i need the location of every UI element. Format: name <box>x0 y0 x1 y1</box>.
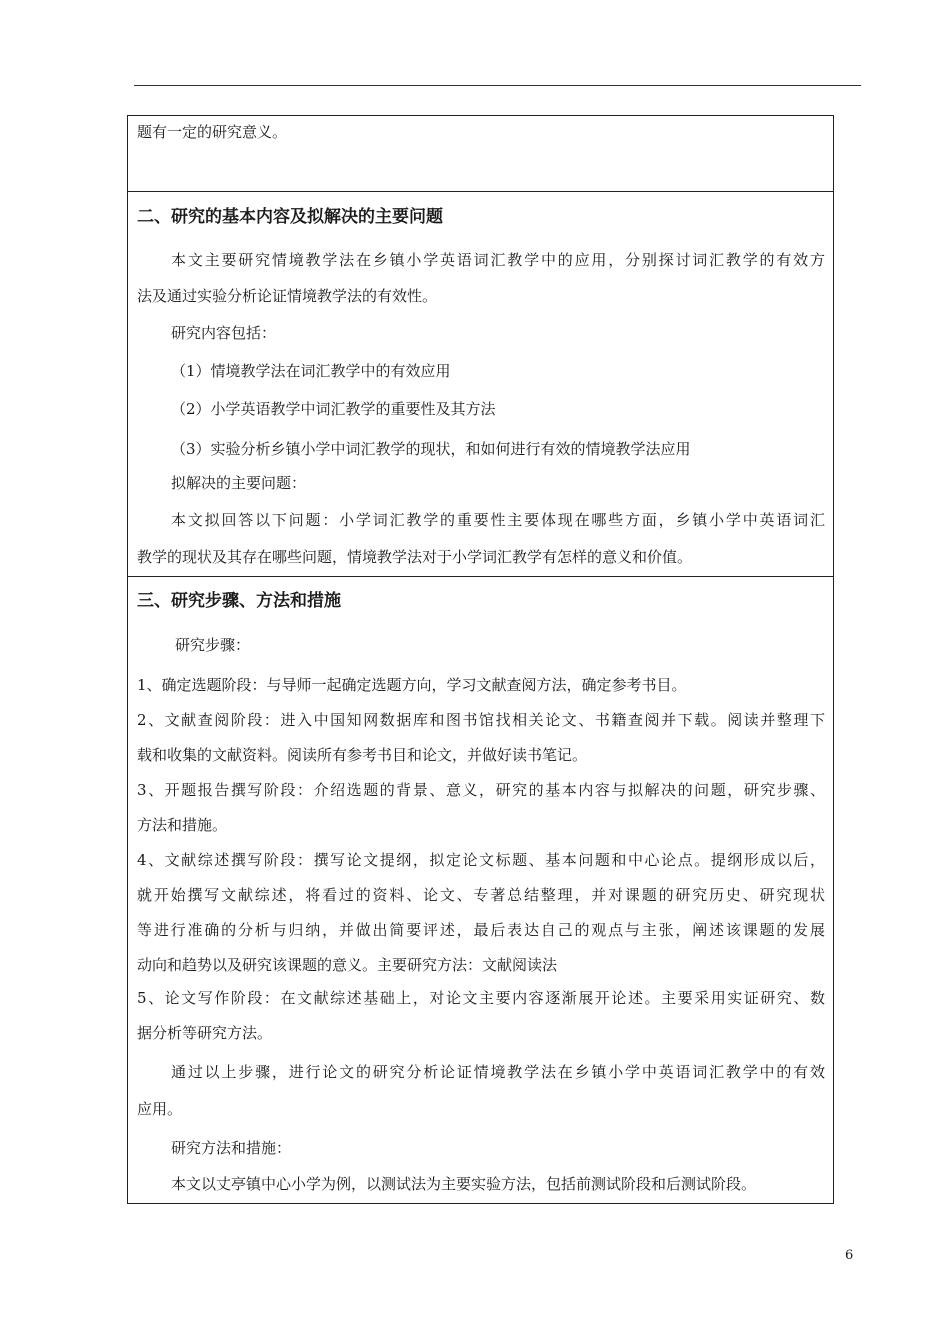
step-line: 3、开题报告撰写阶段：介绍选题的背景、意义，研究的基本内容与拟解决的问题，研究步骤、 <box>137 781 825 799</box>
paragraph-line: 本文主要研究情境教学法在乡镇小学英语词汇教学中的应用，分别探讨词汇教学的有效方 <box>171 251 825 269</box>
methods-label: 研究方法和措施： <box>171 1139 292 1157</box>
step-line: 5、论文写作阶段：在文献综述基础上，对论文主要内容逐渐展开论述。主要采用实证研究、数 <box>137 989 825 1007</box>
paragraph-line: 本文以丈亭镇中心小学为例，以测试法为主要实验方法，包括前测试阶段和后测试阶段。 <box>171 1175 757 1193</box>
paragraph-line: 法及通过实验分析论证情境教学法的有效性。 <box>137 287 438 305</box>
step-line: 1、确定选题阶段：与导师一起确定选题方向，学习文献查阅方法，确定参考书目。 <box>137 676 687 694</box>
paragraph-line: 教学的现状及其存在哪些问题，情境教学法对于小学词汇教学有怎样的意义和价值。 <box>137 548 693 566</box>
step-line: 动向和趋势以及研究该课题的意义。主要研究方法：文献阅读法 <box>137 956 558 974</box>
step-line: 据分析等研究方法。 <box>137 1024 273 1042</box>
step-line: 2、文献查阅阶段：进入中国知网数据库和图书馆找相关论文、书籍查阅并下载。阅读并整理下 <box>137 711 825 729</box>
step-line: 就开始撰写文献综述，将看过的资料、论文、专著总结整理，并对课题的研究历史、研究现状 <box>137 886 825 904</box>
paragraph-line: 通过以上步骤，进行论文的研究分析论证情境教学法在乡镇小学中英语词汇教学中的有效 <box>171 1063 825 1081</box>
list-item: （3）实验分析乡镇小学中词汇教学的现状，和如何进行有效的情境教学法应用 <box>171 440 691 458</box>
header-rule <box>134 85 861 86</box>
section-heading-research-steps: 三、研究步骤、方法和措施 <box>137 591 341 611</box>
table-cell-continuation <box>127 115 834 192</box>
problems-label: 拟解决的主要问题： <box>171 474 307 492</box>
steps-label: 研究步骤： <box>175 636 251 654</box>
continuation-text: 题有一定的研究意义。 <box>137 123 288 141</box>
section-heading-research-content: 二、研究的基本内容及拟解决的主要问题 <box>137 207 443 227</box>
step-line: 4、文献综述撰写阶段：撰写论文提纲，拟定论文标题、基本问题和中心论点。提纲形成以后， <box>137 851 825 869</box>
table-cell-research-steps <box>127 576 834 1204</box>
step-line: 方法和措施。 <box>137 816 228 834</box>
content-label: 研究内容包括： <box>171 324 277 342</box>
list-item: （1）情境教学法在词汇教学中的有效应用 <box>171 362 451 380</box>
step-line: 载和收集的文献资料。阅读所有参考书目和论文，并做好读书笔记。 <box>137 746 588 764</box>
table-cell-research-content <box>127 191 834 577</box>
step-line: 等进行准确的分析与归纳，并做出简要评述，最后表达自己的观点与主张，阐述该课题的发展 <box>137 921 825 939</box>
list-item: （2）小学英语教学中词汇教学的重要性及其方法 <box>171 400 496 418</box>
page-number: 6 <box>845 1248 854 1263</box>
paragraph-line: 应用。 <box>137 1100 183 1118</box>
paragraph-line: 本文拟回答以下问题：小学词汇教学的重要性主要体现在哪些方面，乡镇小学中英语词汇 <box>171 511 825 529</box>
